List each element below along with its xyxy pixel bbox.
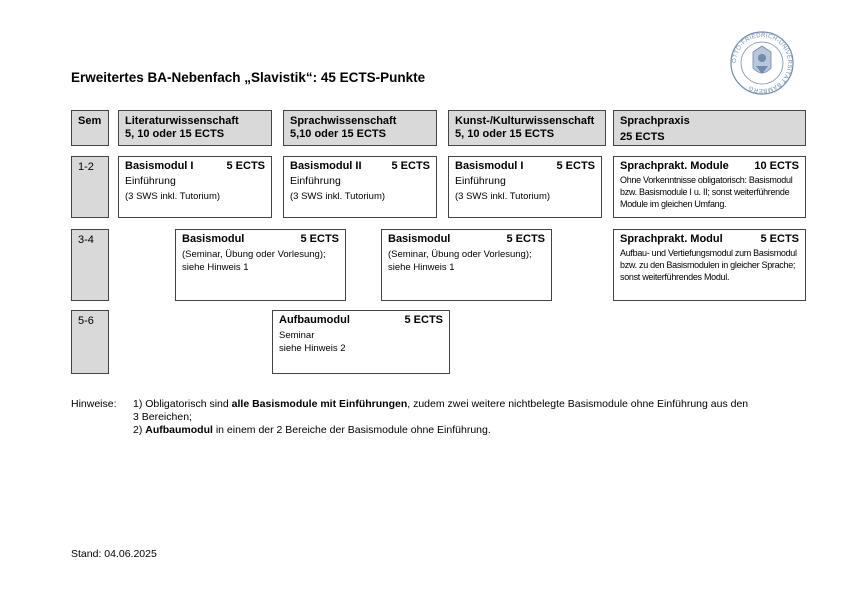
note-2 (133, 424, 793, 437)
module-ects: 5 ECTS (404, 314, 443, 326)
header-sem (71, 110, 109, 146)
module-detail: (3 SWS inkl. Tutorium) (455, 191, 551, 202)
header-col1-ects: 5, 10 oder 15 ECTS (125, 128, 225, 140)
module-title: Basismodul (388, 233, 451, 245)
module-detail: siehe Hinweis 1 (388, 262, 455, 273)
module-sprachpraxis-1 (613, 156, 806, 218)
module-ects: 10 ECTS (754, 160, 799, 172)
module-type: Einführung (455, 175, 506, 187)
module-title: Sprachprakt. Modul (620, 233, 723, 245)
header-col2-name: Sprachwissenschaft (290, 115, 397, 127)
page-title: Erweitertes BA-Nebenfach „Slavistik“: 45 ECTS-Punkte (71, 70, 426, 85)
module-basismodul-3-4-right (381, 229, 552, 301)
note-1-tail: 3 Bereichen; (133, 411, 192, 423)
module-title: Basismodul I (455, 160, 524, 172)
module-ects: 5 ECTS (556, 160, 595, 172)
module-title: Sprachprakt. Module (620, 160, 729, 172)
module-title: Basismodul II (290, 160, 362, 172)
header-col2-ects: 5,10 oder 15 ECTS (290, 128, 386, 140)
module-sprachpraxis-2 (613, 229, 806, 301)
header-col4-ects: 25 ECTS (620, 131, 665, 143)
semester-cell-5-6 (71, 310, 109, 374)
university-seal-logo (729, 30, 795, 96)
header-col3-name: Kunst-/Kulturwissenschaft (455, 115, 595, 127)
header-col1-name: Literaturwissenschaft (125, 115, 239, 127)
semester-cell-3-4 (71, 229, 109, 301)
module-type: Einführung (290, 175, 341, 187)
semester-label: 3-4 (78, 234, 94, 246)
note-2-text: in einem der 2 Bereiche der Basismodule ohne Einführung. (212, 424, 491, 436)
module-type: (Seminar, Übung oder Vorlesung); (388, 249, 532, 260)
notes-label: Hinweise: (71, 398, 117, 410)
module-type: Seminar (279, 330, 315, 341)
note-1-text-cont: , zudem zwei weitere nichtbelegte Basismodule ohne Einführung aus den (407, 398, 749, 410)
module-detail: siehe Hinweis 2 (279, 343, 346, 354)
module-kultur-basismodul-1 (448, 156, 602, 218)
module-title: Aufbaumodul (279, 314, 350, 326)
semester-cell-1-2 (71, 156, 109, 218)
module-detail: siehe Hinweis 1 (182, 262, 249, 273)
module-aufbaumodul (272, 310, 450, 374)
note-1-bold: alle Basismodule mit Einführungen (231, 398, 408, 410)
semester-label: 1-2 (78, 161, 94, 173)
module-detail: (3 SWS inkl. Tutorium) (290, 191, 386, 202)
header-sprachpraxis (613, 110, 806, 146)
module-lit-basismodul-1 (118, 156, 272, 218)
module-description: Aufbau- und Vertiefungsmodul zum Basismodul bzw. zu den Basismodulen in gleicher Sprache; sonst weiterführendes Modul. (620, 248, 797, 282)
header-sem-label: Sem (78, 115, 102, 127)
header-col3-ects: 5, 10 oder 15 ECTS (455, 128, 555, 140)
module-detail: (3 SWS inkl. Tutorium) (125, 191, 221, 202)
module-type: (Seminar, Übung oder Vorlesung); (182, 249, 326, 260)
header-sprachwissenschaft (283, 110, 437, 146)
notes-text (133, 398, 793, 437)
module-sprach-basismodul-2 (283, 156, 437, 218)
module-ects: 5 ECTS (226, 160, 265, 172)
module-title: Basismodul I (125, 160, 194, 172)
note-1-continuation (133, 411, 793, 424)
module-title: Basismodul (182, 233, 245, 245)
module-ects: 5 ECTS (506, 233, 545, 245)
note-1 (133, 398, 793, 411)
notes-section (71, 398, 801, 438)
note-2-prefix: 2) (133, 424, 146, 436)
header-col4-name: Sprachpraxis (620, 115, 690, 127)
module-basismodul-3-4-left (175, 229, 346, 301)
module-ects: 5 ECTS (391, 160, 430, 172)
header-kunst-kulturwissenschaft (448, 110, 606, 146)
note-2-bold: Aufbaumodul (145, 424, 213, 436)
module-type: Einführung (125, 175, 176, 187)
module-description: Ohne Vorkenntnisse obligatorisch: Basismodul bzw. Basismodule I u. II; sonst weiterführende Module im gleichen Umfang. (620, 175, 793, 209)
stand-date: Stand: 04.06.2025 (71, 548, 157, 560)
note-1-text: 1) Obligatorisch sind (133, 398, 232, 410)
semester-label: 5-6 (78, 315, 94, 327)
svg-text:OTTO-FRIEDRICH-UNIVERSITÄT BAM: OTTO-FRIEDRICH-UNIVERSITÄT BAMBERG (731, 32, 793, 94)
module-ects: 5 ECTS (300, 233, 339, 245)
module-ects: 5 ECTS (760, 233, 799, 245)
header-literaturwissenschaft (118, 110, 272, 146)
